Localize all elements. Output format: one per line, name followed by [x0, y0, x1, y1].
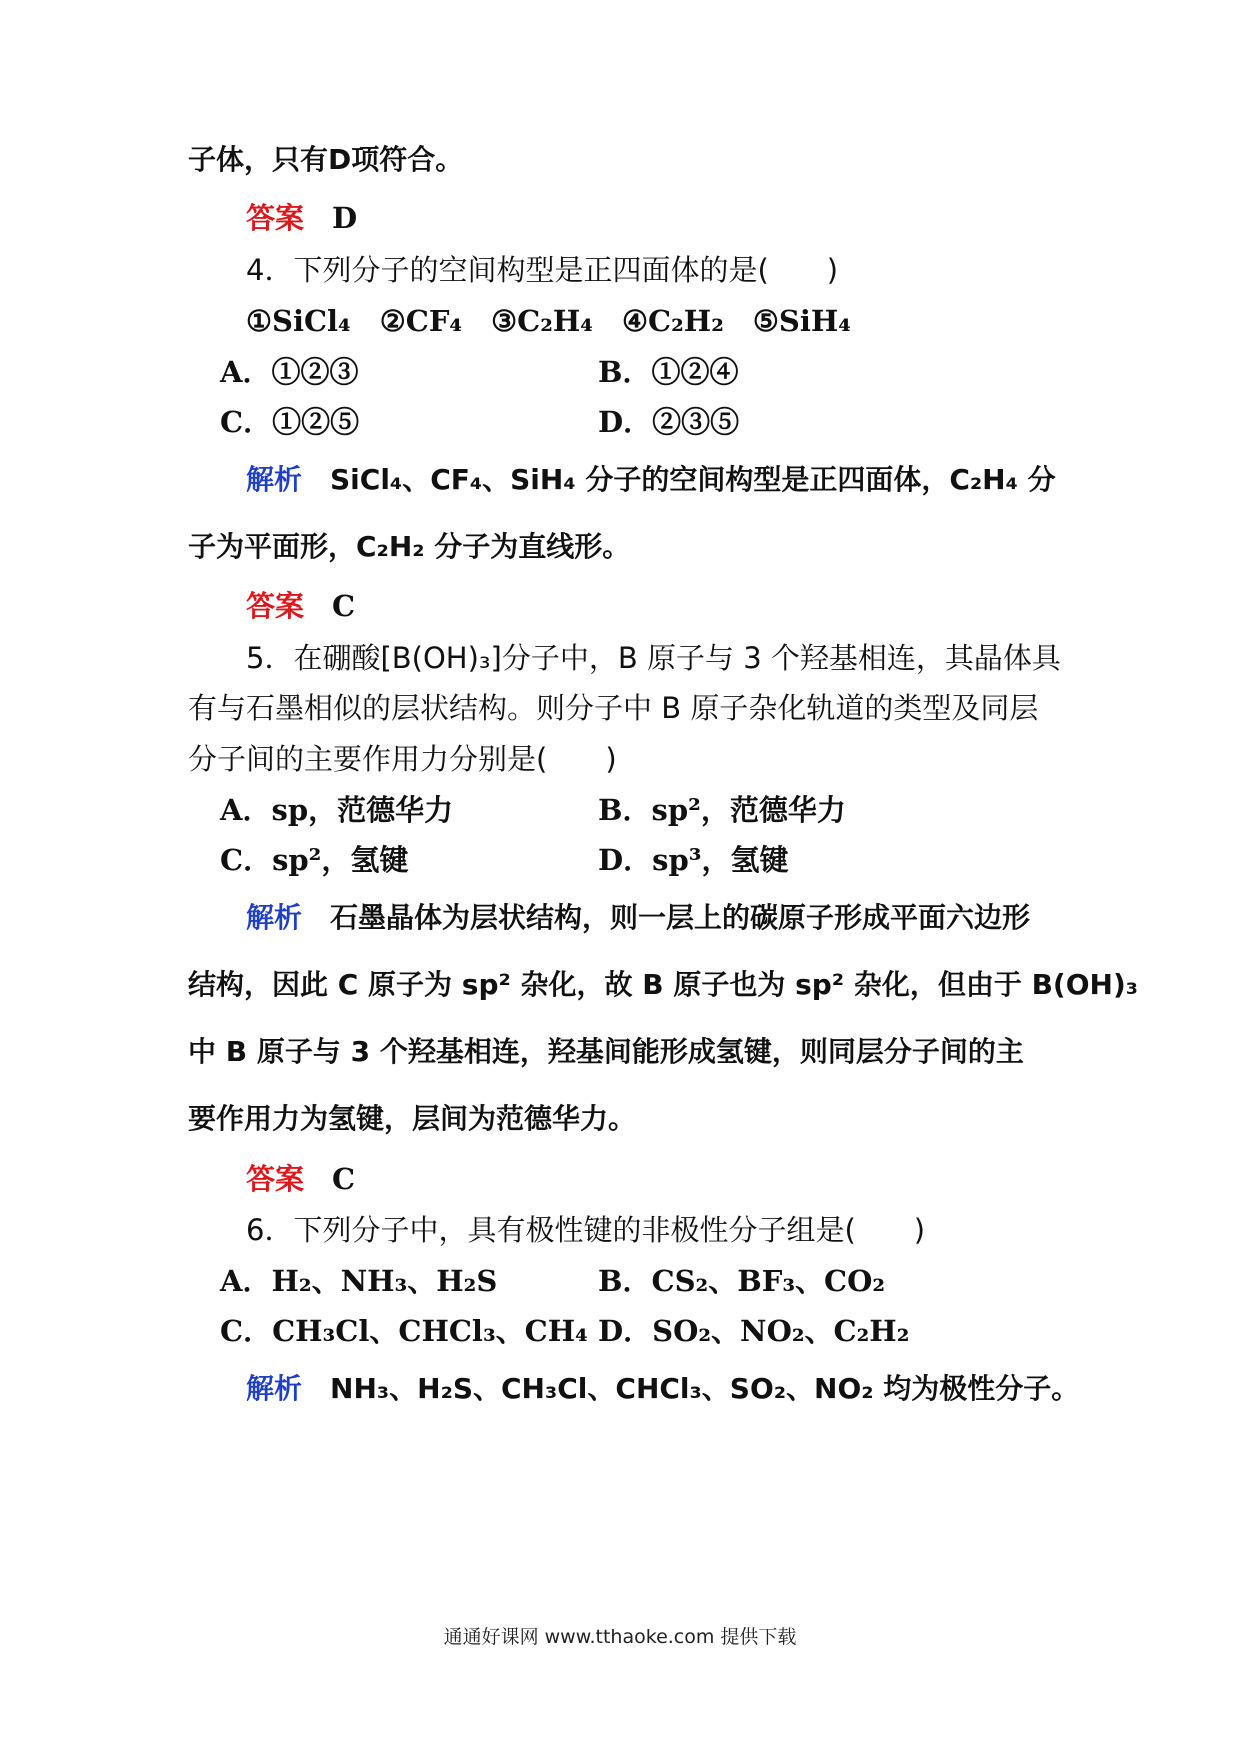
- option-a: A．H₂、NH₃、H₂S: [220, 1264, 498, 1298]
- question-4: 4．下列分子的空间构型是正四面体的是( ): [246, 253, 839, 287]
- option-d: D．②③⑤: [598, 405, 740, 439]
- question-5-line-2: 有与石墨相似的层状结构。则分子中 B 原子杂化轨道的类型及同层: [188, 691, 1039, 725]
- answer-row-4: [246, 586, 1118, 626]
- option-b: B．①②④: [598, 355, 739, 389]
- option-b: B．sp²，范德华力: [598, 793, 846, 827]
- explanation-line: 子为平面形，C₂H₂ 分子为直线形。: [188, 530, 631, 563]
- option-c: C．CH₃Cl、CHCl₃、CH₄: [220, 1314, 588, 1348]
- option-a: A．sp，范德华力: [220, 793, 454, 827]
- option-c: C．①②⑤: [220, 405, 360, 439]
- answer-label: 答案: [246, 201, 305, 235]
- option-b: B．CS₂、BF₃、CO₂: [598, 1264, 886, 1298]
- question-5-line-3: 分子间的主要作用力分别是( ): [188, 742, 617, 776]
- explanation-row-6: [246, 1369, 1118, 1409]
- question-4-items: ①SiCl₄ ②CF₄ ③C₂H₄ ④C₂H₂ ⑤SiH₄: [246, 304, 851, 338]
- question-5-line-1: 5．在硼酸[B(OH)₃]分子中，B 原子与 3 个羟基相连，其晶体具: [246, 641, 1061, 675]
- explanation-line: 子体，只有D项符合。: [188, 143, 464, 176]
- answer-value: D: [332, 201, 358, 235]
- option-a: A．①②③: [220, 355, 359, 389]
- answer-value: C: [332, 1162, 356, 1196]
- explanation-text: SiCl₄、CF₄、SiH₄ 分子的空间构型是正四面体，C₂H₄ 分: [330, 463, 1056, 496]
- explanation-label: 解析: [246, 901, 303, 934]
- option-d: D．SO₂、NO₂、C₂H₂: [598, 1314, 910, 1348]
- explanation-text: NH₃、H₂S、CH₃Cl、CHCl₃、SO₂、NO₂ 均为极性分子。: [330, 1372, 1080, 1405]
- answer-row-5: [246, 1159, 1118, 1199]
- question-6: 6．下列分子中，具有极性键的非极性分子组是( ): [246, 1213, 926, 1247]
- explanation-line: 中 B 原子与 3 个羟基相连，羟基间能形成氢键，则同层分子间的主: [188, 1035, 1024, 1068]
- option-d: D．sp³，氢键: [598, 843, 789, 877]
- answer-label: 答案: [246, 1162, 305, 1196]
- answer-value: C: [332, 589, 356, 623]
- explanation-text: 石墨晶体为层状结构，则一层上的碳原子形成平面六边形: [330, 901, 1031, 934]
- answer-label: 答案: [246, 589, 305, 623]
- explanation-row-4: [246, 460, 1118, 500]
- explanation-label: 解析: [246, 1372, 303, 1405]
- explanation-row-5: [246, 898, 1118, 938]
- page-footer: 通通好课网 www.tthaoke.com 提供下载: [443, 1626, 797, 1648]
- explanation-line: 要作用力为氢键，层间为范德华力。: [188, 1102, 637, 1135]
- explanation-line: 结构，因此 C 原子为 sp² 杂化，故 B 原子也为 sp² 杂化，但由于 B(OH)₃: [188, 968, 1139, 1001]
- answer-row-3: [246, 198, 1118, 238]
- explanation-label: 解析: [246, 463, 303, 496]
- option-c: C．sp²，氢键: [220, 843, 409, 877]
